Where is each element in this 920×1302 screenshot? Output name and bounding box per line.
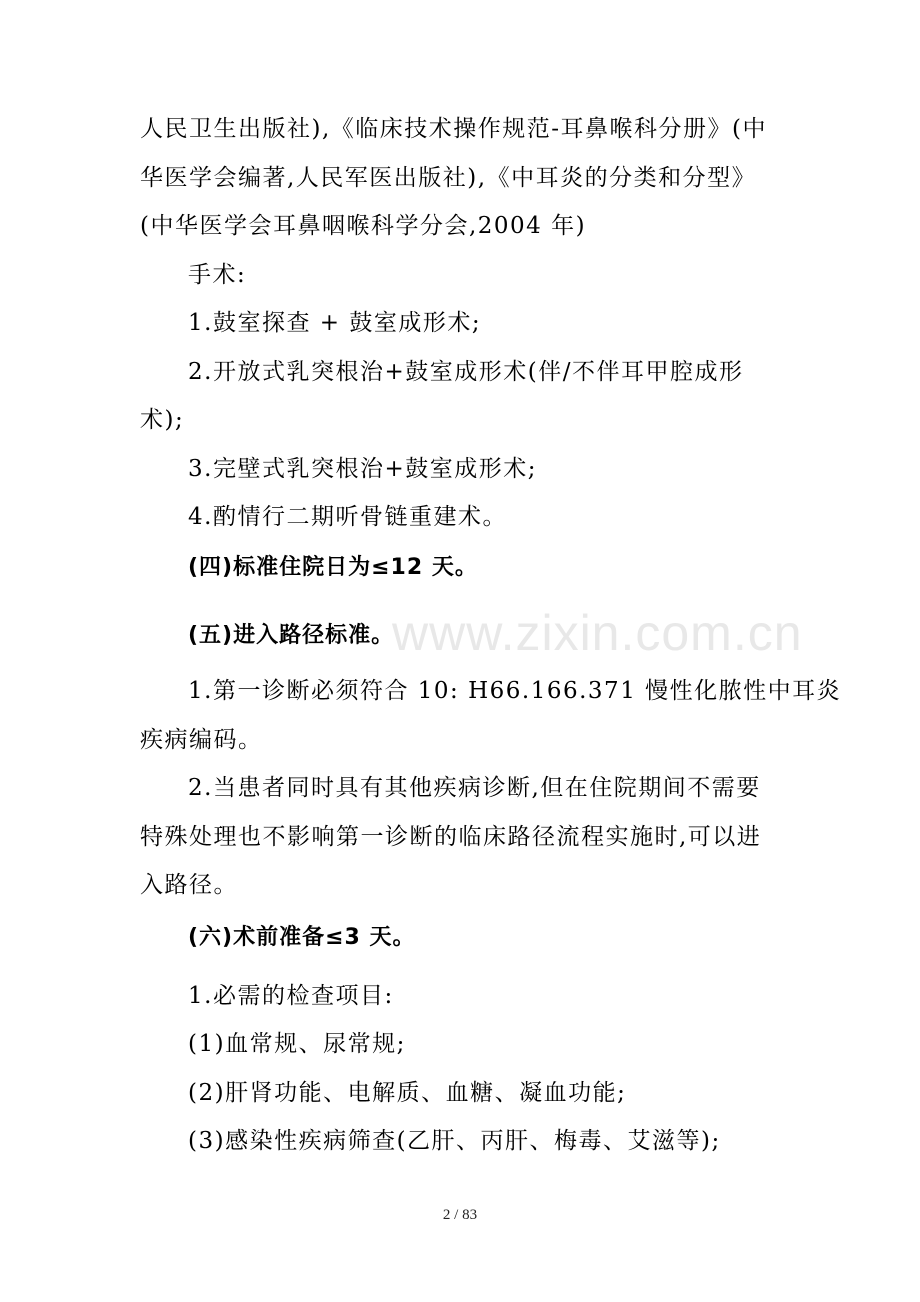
- section-6-sub-1: (1)血常规、尿常规;: [188, 1031, 406, 1057]
- section-5-p2-line-1: 2.当患者同时具有其他疾病诊断,但在住院期间不需要: [188, 775, 761, 801]
- section-5-p1-line-2: 疾病编码。: [140, 727, 263, 753]
- surgery-item-2-line-1: 2.开放式乳突根治+鼓室成形术(伴/不伴耳甲腔成形: [188, 359, 744, 385]
- section-5-p1-line-1: 1.第一诊断必须符合 10: H66.166.371 慢性化脓性中耳炎: [188, 678, 842, 704]
- surgery-title: 手术:: [188, 262, 247, 288]
- reference-line-2: 华医学会编著,人民军医出版社),《中耳炎的分类和分型》: [140, 165, 757, 191]
- surgery-item-3: 3.完壁式乳突根治+鼓室成形术;: [188, 456, 537, 482]
- section-6-item-1: 1.必需的检查项目:: [188, 983, 394, 1009]
- section-5-p2-line-3: 入路径。: [140, 872, 238, 898]
- section-5-p2-line-2: 特殊处理也不影响第一诊断的临床路径流程实施时,可以进: [140, 824, 762, 850]
- surgery-item-2-line-2: 术);: [140, 407, 185, 433]
- surgery-item-4: 4.酌情行二期听骨链重建术。: [188, 504, 507, 530]
- section-6-sub-2: (2)肝肾功能、电解质、血糖、凝血功能;: [188, 1080, 627, 1106]
- section-6-sub-3: (3)感染性疾病筛查(乙肝、丙肝、梅毒、艾滋等);: [188, 1128, 721, 1154]
- page-number: 2 / 83: [442, 1207, 478, 1223]
- section-6-heading: (六)术前准备≤3 天。: [188, 925, 416, 950]
- reference-line-1: 人民卫生出版社),《临床技术操作规范-耳鼻喉科分册》(中: [140, 116, 768, 142]
- reference-line-3: (中华医学会耳鼻咽喉科学分会,2004 年): [140, 213, 587, 239]
- section-4-heading: (四)标准住院日为≤12 天。: [188, 555, 478, 580]
- watermark: www.zixin.com.cn: [392, 605, 803, 661]
- surgery-item-1: 1.鼓室探查 + 鼓室成形术;: [188, 310, 482, 336]
- section-5-heading: (五)进入路径标准。: [188, 623, 395, 648]
